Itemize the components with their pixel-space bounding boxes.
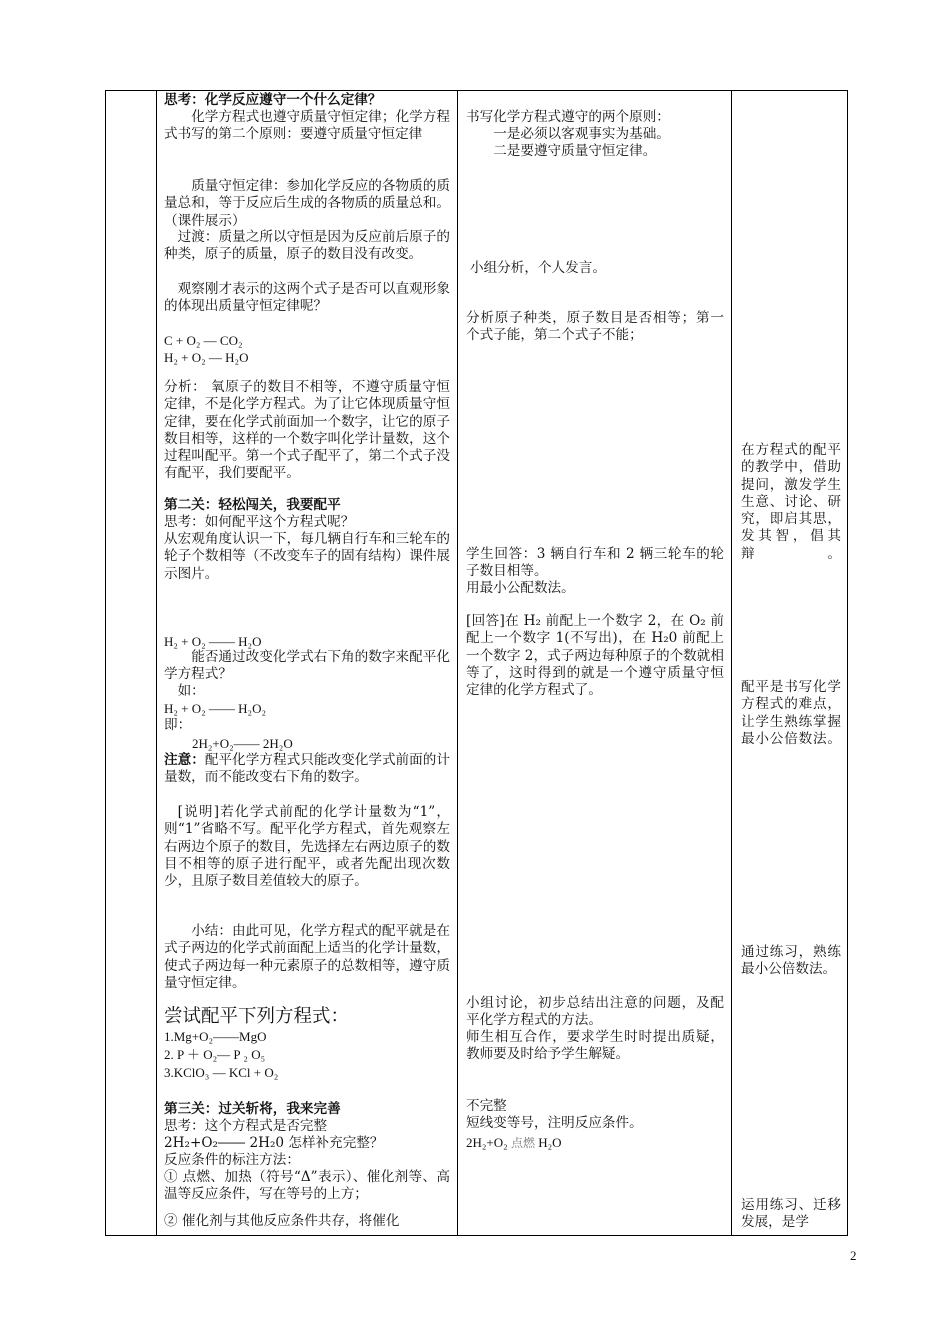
summary-text: 小结：由此可见，化学方程式的配平就是在式子两边的化学式前面配上适当的化学计量数，使式子两边每一种元素原子的总数相等，遵守质量守恒定律。 xyxy=(164,923,450,991)
note-paragraph xyxy=(164,752,450,787)
try-title: 尝试配平下列方程式： xyxy=(164,1006,350,1027)
subscript-question: 能否通过改变化学式右下角的数字来配平化学方程式？ xyxy=(164,649,450,683)
complete-question: 2H₂+O₂―― 2H₂0 怎样补充完整？ xyxy=(164,1135,384,1151)
condition-title: 反应条件的标注方法： xyxy=(164,1152,300,1168)
final-equation-right: H₂O xyxy=(538,1135,562,1150)
exercise-2: 2. P ＋ O₂— P ₂ O₅ xyxy=(164,1047,266,1062)
law-intro: 化学方程式也遵守质量守恒定律；化学方程式书写的第二个原则：要遵守质量守恒定律 xyxy=(164,109,450,143)
observe-question: 观察刚才表示的这两个式子是否可以直观形象的体现出质量守恒定律呢？ xyxy=(164,281,450,315)
condition-rule-2: ② 催化剂与其他反应条件共存，将催化 xyxy=(164,1213,400,1229)
explanation-text: [说明]若化学式前配的化学计量数为“1”，则“1”省略不写。配平化学方程式，首先观察左右两边个原子的数目，先选择左右两边原子的数目不相等的原子进行配平，或者先配出现次数少，且原子数目差值较大的原子。 xyxy=(164,804,450,890)
empty-first-column xyxy=(106,91,157,1236)
group-discuss: 小组讨论，初步总结出注意的问题，及配平化学方程式的方法。 xyxy=(466,995,724,1029)
analysis-text: 分析： 氧原子的数目不相等，不遵守质量守恒定律，不是化学方程式。为了让它体现质量守恒定律，要在化学式前面加一个数字，让它的原子数目相等，这样的一个数字叫化学计量数，这个过程叫配平。第一个式子配平了，第二个式子没有配平，我们要配平。 xyxy=(164,379,450,482)
principles-title: 书写化学方程式遵守的两个原则： xyxy=(466,109,670,125)
equation-balanced: 2H₂+O₂―― 2H₂O xyxy=(192,736,293,751)
lesson-plan-table xyxy=(105,90,848,1236)
balancing-answer: [回答]在 H₂ 前配上一个数字 2，在 O₂ 前配上一个数字 1(不写出)，在 H₂0 前配上一个数字 2，式子两边每种原子的个数就相等了，这时得到的就是一个遵守质量守恒定律的化学方程式了。 xyxy=(466,613,724,699)
incomplete-text: 不完整 xyxy=(466,1098,507,1114)
student-activity-column xyxy=(458,91,732,1236)
note-label: 注意： xyxy=(164,752,205,768)
condition-rule-1: ① 点燃、加热（符号“Δ”表示）、催化剂等、高温等反应条件，写在等号的上方； xyxy=(164,1169,450,1203)
final-equation-condition: 点燃 xyxy=(510,1136,535,1150)
design-note-2: 配平是书写化学方程式的难点，让学生熟练掌握最小公倍数法。 xyxy=(741,679,841,747)
lcm-method: 用最小公配数法。 xyxy=(466,580,575,596)
formula-water: H₂ + O₂ — H₂O xyxy=(164,350,249,365)
analyze-atoms: 分析原子种类，原子数目是否相等；第一个式子能，第二个式子不能； xyxy=(466,310,724,344)
design-note-4: 运用练习、迁移发展，是学 xyxy=(741,1197,841,1231)
design-note-3: 通过练习，熟练最小公倍数法。 xyxy=(741,944,841,978)
teacher-student: 师生相互合作，要求学生时时提出质疑，教师要及时给予学生解疑。 xyxy=(466,1029,724,1063)
page-number: 2 xyxy=(850,1248,857,1263)
that-is-label: 即： xyxy=(164,717,192,733)
teaching-process-column xyxy=(157,91,458,1236)
design-intent-column xyxy=(732,91,848,1236)
law-definition: 质量守恒定律：参加化学反应的各物质的质量总和，等于反应后生成的各物质的质量总和。（课件展示） xyxy=(164,178,450,229)
equation-h2o2: H₂ + O₂ ―― H₂O₂ xyxy=(164,701,267,716)
final-equation xyxy=(466,1134,724,1152)
formula-carbon: C + O₂ — CO₂ xyxy=(164,333,243,348)
design-note-1: 在方程式的配平的教学中，借助提问，激发学生生意、讨论、研究，即启其思，发其智，倡其辩。 xyxy=(741,442,841,562)
equation-h2-o2: H₂ + O₂ ―― H₂O xyxy=(164,634,262,649)
example-label: 如： xyxy=(177,683,205,699)
group-analysis: 小组分析，个人发言。 xyxy=(470,260,606,276)
transition-text: 过渡：质量之所以守恒是因为反应前后原子的种类，原子的质量，原子的数目没有改变。 xyxy=(164,229,450,263)
final-equation-left: 2H₂+O₂ xyxy=(466,1135,508,1150)
change-line-text: 短线变等号，注明反应条件。 xyxy=(466,1115,643,1131)
macro-text: 从宏观角度认识一下，每几辆自行车和三轮车的轮子个数相等（不改变车子的固有结构）课件展示图片。 xyxy=(164,531,450,582)
think1-title: 思考：化学反应遵守一个什么定律？ xyxy=(164,92,382,108)
level2-title: 第二关：轻松闯关，我要配平 xyxy=(164,497,341,513)
principle-1: 一是必须以客观事实为基础。 xyxy=(493,126,670,142)
level3-title: 第三关：过关斩将，我来完善 xyxy=(164,1101,341,1117)
student-answer: 学生回答：3 辆自行车和 2 辆三轮车的轮子数目相等。 xyxy=(466,546,724,580)
exercise-3: 3.KClO₃ — KCl + O₂ xyxy=(164,1065,279,1080)
think3-question: 思考：这个方程式是否完整 xyxy=(164,1118,328,1134)
exercise-1: 1.Mg+O₂――MgO xyxy=(164,1029,267,1044)
principle-2: 二是要遵守质量守恒定律。 xyxy=(493,143,657,159)
note-text: 配平化学方程式只能改变化学式前面的计量数，而不能改变右下角的数字。 xyxy=(164,752,451,786)
think2-question: 思考：如何配平这个方程式呢？ xyxy=(164,514,355,530)
